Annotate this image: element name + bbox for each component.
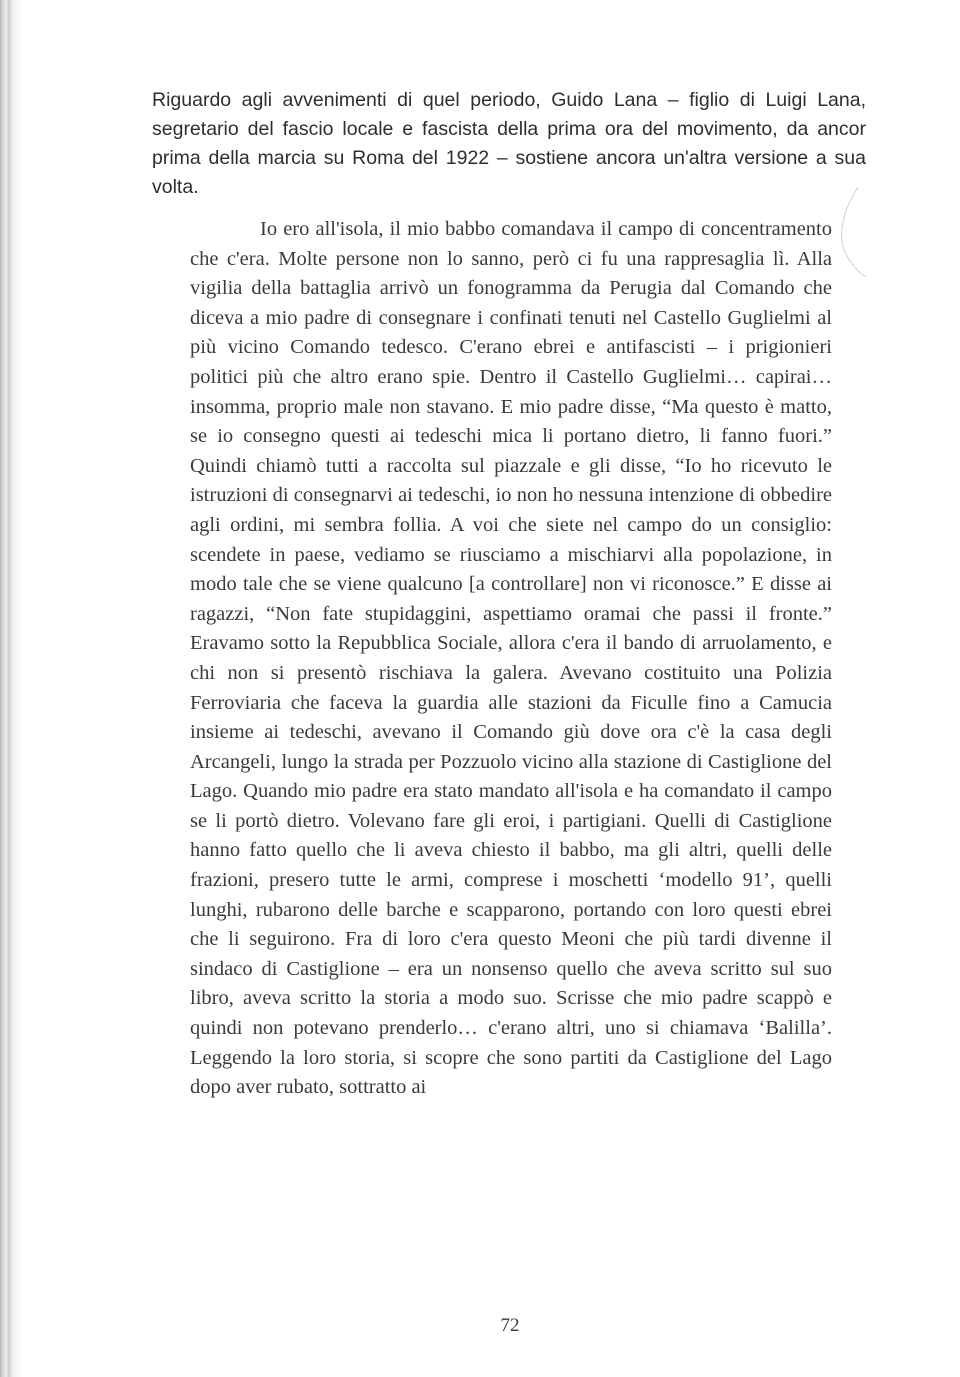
page-number: 72 (500, 1315, 520, 1336)
quote-paragraph: Io ero all'isola, il mio babbo comandava il campo di concentramento che c'era. Molte persone non lo sanno, però ci fu una rappresaglia lì. Alla vigilia della battaglia arrivò un fonogramma da Perugia dal Comando che diceva a mio padre di consegnare i confinati tenuti nel Castello Guglielmi al più vicino Comando tedesco. C'erano ebrei e antifascisti – i prigionieri politici più che altro erano spie. Dentro il Castello Guglielmi… capirai… insomma, proprio male non stavano. E mio padre disse, “Ma questo è matto, se io consegno questi ai tedeschi mica li portano dietro, li fanno fuori.” Quindi chiamò tutti a raccolta sul piazzale e gli disse, “Io ho ricevuto le istruzioni di consegnarvi ai tedeschi, io non ho nessuna intenzione di obbedire agli ordini, mi sembra follia. A voi che siete nel campo do un consiglio: scendete in paese, vediamo se riusciamo a mischiarvi alla popolazione, in modo tale che se viene qualcuno [a controllare] non vi riconosce.” E disse ai ragazzi, “Non fate stupidaggini, aspettiamo oramai che passi il fronte.” Eravamo sotto la Repubblica Sociale, allora c'era il bando di arruolamento, e chi non si presentò rischiava la galera. Avevano costituito una Polizia Ferroviaria che faceva la guardia alle stazioni da Ficulle fino a Camucia insieme ai tedeschi, avevano il Comando giù dove ora c'è la casa degli Arcangeli, lungo la strada per Pozzuolo vicino alla stazione di Castiglione del Lago. Quando mio padre era stato mandato all'isola e ha comandato il campo se li portò dietro. Volevano fare gli eroi, i partigiani. Quelli di Castiglione hanno fatto quello che li aveva chiesto il babbo, ma gli altri, quelli delle frazioni, presero tutte le armi, comprese i moschetti ‘modello 91’, quelli lunghi, rubarono delle barche e scapparono, portando con loro questi ebrei che li seguirono. Fra di loro c'era questo Meoni che più tardi divenne il sindaco di Castiglione – era un nonsenso quello che aveva scritto sul suo libro, aveva scritto la storia a modo suo. Scrisse che mio padre scappò e quindi non potevano prenderlo… c'erano altri, uno si chiamava ‘Balilla’. Leggendo la loro storia, si scopre che sono partiti da Castiglione del Lago dopo aver rubato, sottratto ai (190, 218, 832, 1099)
binding-shadow (0, 0, 22, 1377)
intro-paragraph: Riguardo agli avvenimenti di quel periodo, Guido Lana – figlio di Luigi Lana, segretario del fascio locale e fascista della prima ora del movimento, da ancor prima della marcia su Roma del 1922 – sostiene ancora un'altra versione a sua volta. (152, 89, 866, 198)
